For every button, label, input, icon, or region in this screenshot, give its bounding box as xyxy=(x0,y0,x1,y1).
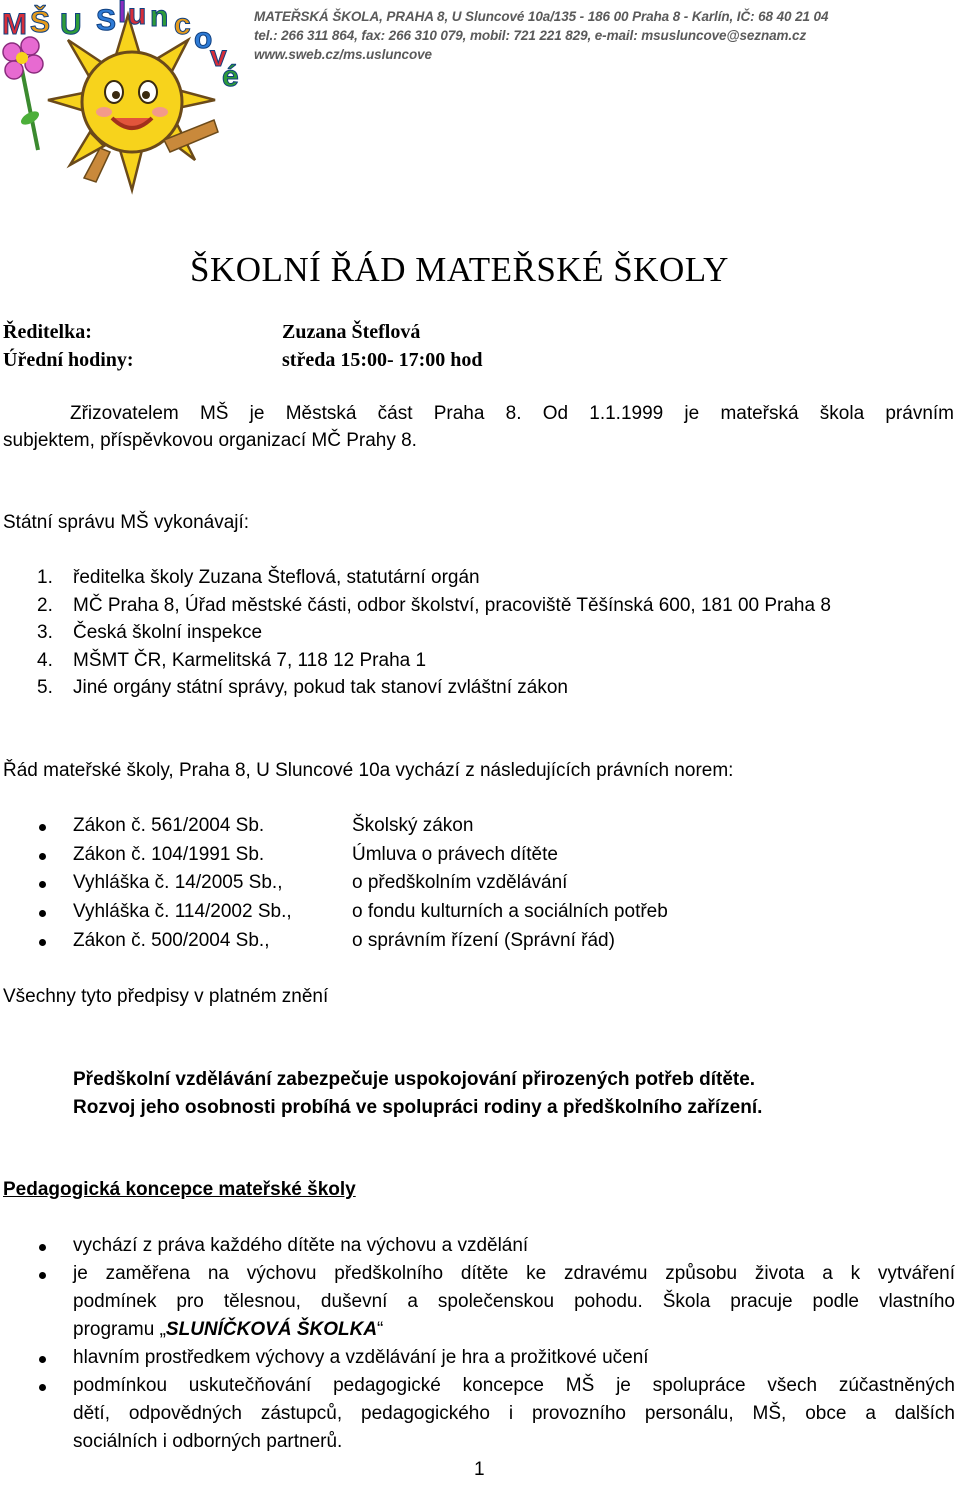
svg-text:U: U xyxy=(60,8,82,41)
state-admin-num: 1. xyxy=(37,567,53,588)
law-name: o správním řízení (Správní řád) xyxy=(352,930,615,951)
header-web: www.sweb.cz/ms.usluncove xyxy=(254,47,432,62)
norms-footer: Všechny tyto předpisy v platném znění xyxy=(3,986,329,1007)
norms-intro: Řád mateřské školy, Praha 8, U Sluncové 10a vychází z následujících právních norem: xyxy=(3,760,734,781)
bullet-icon xyxy=(39,1384,46,1391)
state-admin-num: 5. xyxy=(37,677,53,698)
school-logo xyxy=(0,0,250,195)
concept-item-4-line-3: sociálních i odborných partnerů. xyxy=(73,1431,343,1452)
bullet-icon xyxy=(39,1356,46,1363)
page-title: ŠKOLNÍ ŘÁD MATEŘSKÉ ŠKOLY xyxy=(190,250,729,289)
intro-line-2: subjektem, příspěvkovou organizací MČ Prahy 8. xyxy=(3,430,417,451)
state-admin-item: Česká školní inspekce xyxy=(73,622,263,643)
svg-text:u: u xyxy=(128,0,147,31)
page-number: 1 xyxy=(474,1459,485,1480)
director-value: Zuzana Šteflová xyxy=(282,321,421,343)
program-prefix: programu „ xyxy=(73,1319,166,1340)
svg-text:é: é xyxy=(222,60,239,93)
bullet-icon xyxy=(39,824,46,831)
concept-heading: Pedagogická koncepce mateřské školy xyxy=(3,1179,356,1200)
svg-text:S: S xyxy=(96,4,117,37)
law-name: Školský zákon xyxy=(352,815,474,836)
state-admin-num: 3. xyxy=(37,622,53,643)
svg-text:n: n xyxy=(150,0,169,33)
concept-item-2-line-2: podmínek pro tělesnou, duševní a společenskou pohodu. Škola pracuje podle vlastního xyxy=(73,1291,955,1312)
svg-text:c: c xyxy=(174,8,191,41)
law-name: o předškolním vzdělávání xyxy=(352,872,568,893)
state-admin-item: ředitelka školy Zuzana Šteflová, statutární orgán xyxy=(73,567,480,588)
concept-item-4-line-2: dětí, odpovědných zástupců, pedagogického i provozního personálu, MŠ, obce a dalších xyxy=(73,1403,955,1424)
state-admin-item: Jiné orgány státní správy, pokud tak stanoví zvláštní zákon xyxy=(73,677,568,698)
state-admin-num: 2. xyxy=(37,595,53,616)
bullet-icon xyxy=(39,1244,46,1251)
svg-text:l: l xyxy=(118,0,127,29)
hours-value: středa 15:00- 17:00 hod xyxy=(282,349,483,371)
law-code: Zákon č. 104/1991 Sb. xyxy=(73,844,265,865)
law-code: Vyhláška č. 14/2005 Sb., xyxy=(73,872,283,893)
bullet-icon xyxy=(39,853,46,860)
state-admin-item: MČ Praha 8, Úřad městské části, odbor školství, pracoviště Těšínská 600, 181 00 Praha 8 xyxy=(73,595,831,616)
state-admin-item: MŠMT ČR, Karmelitská 7, 118 12 Praha 1 xyxy=(73,650,427,671)
svg-text:v: v xyxy=(210,40,227,73)
svg-text:M: M xyxy=(2,8,27,41)
hours-label: Úřední hodiny: xyxy=(3,349,134,371)
sun-logo-graphic xyxy=(0,0,250,195)
statement-line-2: Rozvoj jeho osobnosti probíhá ve spolupráci rodiny a předškolního zařízení. xyxy=(73,1097,763,1118)
svg-text:o: o xyxy=(194,22,213,55)
intro-line-1: Zřizovatelem MŠ je Městská část Praha 8. Od 1.1.1999 je mateřská škola právním xyxy=(70,403,954,424)
bullet-icon xyxy=(39,1272,46,1279)
law-code: Zákon č. 561/2004 Sb. xyxy=(73,815,265,836)
law-code: Zákon č. 500/2004 Sb., xyxy=(73,930,270,951)
header-contact: tel.: 266 311 864, fax: 266 310 079, mobil: 721 221 829, e-mail: msusluncove@seznam.cz xyxy=(254,28,807,43)
header-address: MATEŘSKÁ ŠKOLA, PRAHA 8, U Sluncové 10a/135 - 186 00 Praha 8 - Karlín, IČ: 68 40 21 04 xyxy=(254,9,829,24)
state-admin-num: 4. xyxy=(37,650,53,671)
law-name: o fondu kulturních a sociálních potřeb xyxy=(352,901,668,922)
bullet-icon xyxy=(39,881,46,888)
program-suffix: “ xyxy=(377,1319,384,1340)
program-name: SLUNÍČKOVÁ ŠKOLKA xyxy=(165,1319,378,1340)
state-admin-heading: Státní správu MŠ vykonávají: xyxy=(3,512,250,533)
concept-item-2-line-3 xyxy=(73,1319,383,1341)
director-label: Ředitelka: xyxy=(3,321,92,343)
bullet-icon xyxy=(39,939,46,946)
law-code: Vyhláška č. 114/2002 Sb., xyxy=(73,901,292,922)
law-name: Úmluva o právech dítěte xyxy=(352,844,558,865)
bullet-icon xyxy=(39,910,46,917)
concept-item-4-line-1: podmínkou uskutečňování pedagogické koncepce MŠ je spolupráce všech zúčastněných xyxy=(73,1375,955,1396)
concept-item-1: vychází z práva každého dítěte na výchovu a vzdělání xyxy=(73,1235,529,1256)
concept-item-2-line-1: je zaměřena na výchovu předškolního dítěte ke zdravému způsobu života a k vytváření xyxy=(73,1263,955,1284)
statement-line-1: Předškolní vzdělávání zabezpečuje uspokojování přirozených potřeb dítěte. xyxy=(73,1069,756,1090)
concept-item-3: hlavním prostředkem výchovy a vzdělávání je hra a prožitkové učení xyxy=(73,1347,649,1368)
svg-text:Š: Š xyxy=(30,6,51,39)
